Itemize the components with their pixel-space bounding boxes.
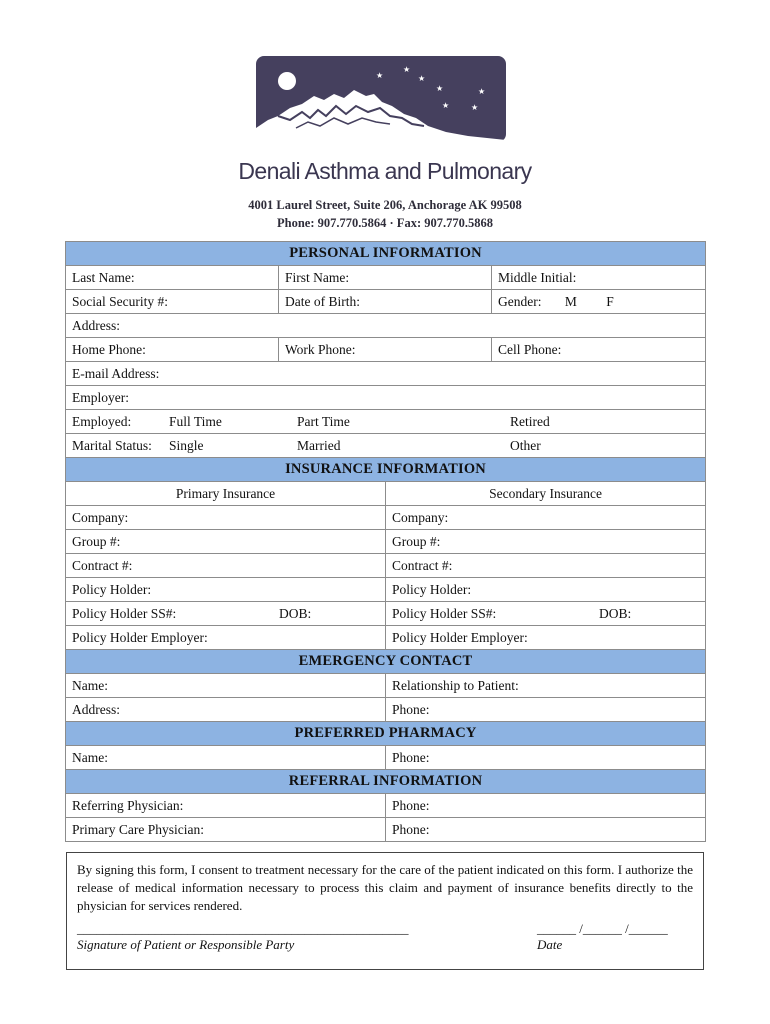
ssn-field[interactable]: Social Security #: (66, 290, 279, 314)
middle-initial-field[interactable]: Middle Initial: (492, 266, 706, 290)
emergency-name-field[interactable]: Name: (66, 674, 386, 698)
svg-text:★: ★ (478, 87, 486, 96)
secondary-insurance-heading: Secondary Insurance (386, 482, 706, 506)
work-phone-field[interactable]: Work Phone: (279, 338, 492, 362)
primary-group-field[interactable]: Group #: (66, 530, 386, 554)
home-phone-field[interactable]: Home Phone: (66, 338, 279, 362)
signature-line[interactable]: ___________________________________________________ (77, 921, 409, 936)
address-field[interactable]: Address: (66, 314, 706, 338)
gender-option-m[interactable]: M (564, 293, 577, 309)
primary-care-physician-field[interactable]: Primary Care Physician: (66, 818, 386, 842)
signature-label: Signature of Patient or Responsible Party (77, 937, 295, 952)
practice-name: Denali Asthma and Pulmonary (238, 158, 532, 184)
referring-physician-phone-field[interactable]: Phone: (386, 794, 706, 818)
secondary-company-field[interactable]: Company: (386, 506, 706, 530)
email-field[interactable]: E-mail Address: (66, 362, 706, 386)
primary-policy-holder-field[interactable]: Policy Holder: (66, 578, 386, 602)
marital-status-label: Marital Status: (72, 437, 152, 453)
employed-row (66, 410, 706, 434)
practice-phone-fax: Phone: 907.770.5864 · Fax: 907.770.5868 (277, 216, 493, 230)
secondary-dob-field[interactable]: DOB: (599, 605, 632, 621)
consent-text: By signing this form, I consent to treatment necessary for the care of the patient indicated on this form. I authorize the release of medical information necessary to process this claim and payment of insurance benefits directly to the physician for services rendered. (77, 862, 693, 913)
referral-information-header: REFERRAL INFORMATION (66, 770, 706, 794)
emergency-relationship-field[interactable]: Relationship to Patient: (386, 674, 706, 698)
registration-form-table (65, 241, 706, 842)
secondary-policy-holder-ss-row (386, 602, 706, 626)
practice-address: 4001 Laurel Street, Suite 206, Anchorage AK 99508 (248, 198, 522, 212)
svg-text:★: ★ (376, 71, 384, 80)
employer-field[interactable]: Employer: (66, 386, 706, 410)
consent-box (66, 852, 704, 970)
referring-physician-field[interactable]: Referring Physician: (66, 794, 386, 818)
svg-text:★: ★ (436, 84, 444, 93)
date-line[interactable]: ______ /______ /______ (537, 921, 668, 936)
primary-company-field[interactable]: Company: (66, 506, 386, 530)
primary-insurance-heading: Primary Insurance (66, 482, 386, 506)
primary-policy-holder-ss-field[interactable]: Policy Holder SS#: (72, 605, 177, 621)
secondary-policy-holder-employer-field[interactable]: Policy Holder Employer: (386, 626, 706, 650)
secondary-policy-holder-ss-field[interactable]: Policy Holder SS#: (392, 605, 497, 621)
cell-phone-field[interactable]: Cell Phone: (492, 338, 706, 362)
pharmacy-phone-field[interactable]: Phone: (386, 746, 706, 770)
gender-field (492, 290, 706, 314)
marital-option-married[interactable]: Married (297, 437, 341, 453)
gender-option-f[interactable]: F (606, 293, 614, 309)
primary-policy-holder-employer-field[interactable]: Policy Holder Employer: (66, 626, 386, 650)
emergency-address-field[interactable]: Address: (66, 698, 386, 722)
primary-policy-holder-ss-row (66, 602, 386, 626)
svg-text:★: ★ (418, 74, 426, 83)
date-label: Date (537, 937, 563, 952)
emergency-phone-field[interactable]: Phone: (386, 698, 706, 722)
svg-text:★: ★ (403, 65, 411, 74)
marital-option-single[interactable]: Single (169, 437, 204, 453)
last-name-field[interactable]: Last Name: (66, 266, 279, 290)
emergency-contact-header: EMERGENCY CONTACT (66, 650, 706, 674)
preferred-pharmacy-header: PREFERRED PHARMACY (66, 722, 706, 746)
marital-option-other[interactable]: Other (510, 437, 541, 453)
svg-text:★: ★ (471, 103, 479, 112)
primary-contract-field[interactable]: Contract #: (66, 554, 386, 578)
date-of-birth-field[interactable]: Date of Birth: (279, 290, 492, 314)
denali-mountain-logo (256, 56, 506, 142)
secondary-group-field[interactable]: Group #: (386, 530, 706, 554)
insurance-information-header: INSURANCE INFORMATION (66, 458, 706, 482)
employed-option-full-time[interactable]: Full Time (169, 413, 222, 429)
employed-option-retired[interactable]: Retired (510, 413, 550, 429)
employed-label: Employed: (72, 413, 132, 429)
gender-label: Gender: (498, 293, 542, 309)
svg-text:★: ★ (442, 101, 450, 110)
secondary-policy-holder-field[interactable]: Policy Holder: (386, 578, 706, 602)
marital-status-row (66, 434, 706, 458)
primary-care-phone-field[interactable]: Phone: (386, 818, 706, 842)
pharmacy-name-field[interactable]: Name: (66, 746, 386, 770)
secondary-contract-field[interactable]: Contract #: (386, 554, 706, 578)
primary-dob-field[interactable]: DOB: (279, 605, 312, 621)
first-name-field[interactable]: First Name: (279, 266, 492, 290)
employed-option-part-time[interactable]: Part Time (297, 413, 350, 429)
personal-information-header: PERSONAL INFORMATION (66, 242, 706, 266)
